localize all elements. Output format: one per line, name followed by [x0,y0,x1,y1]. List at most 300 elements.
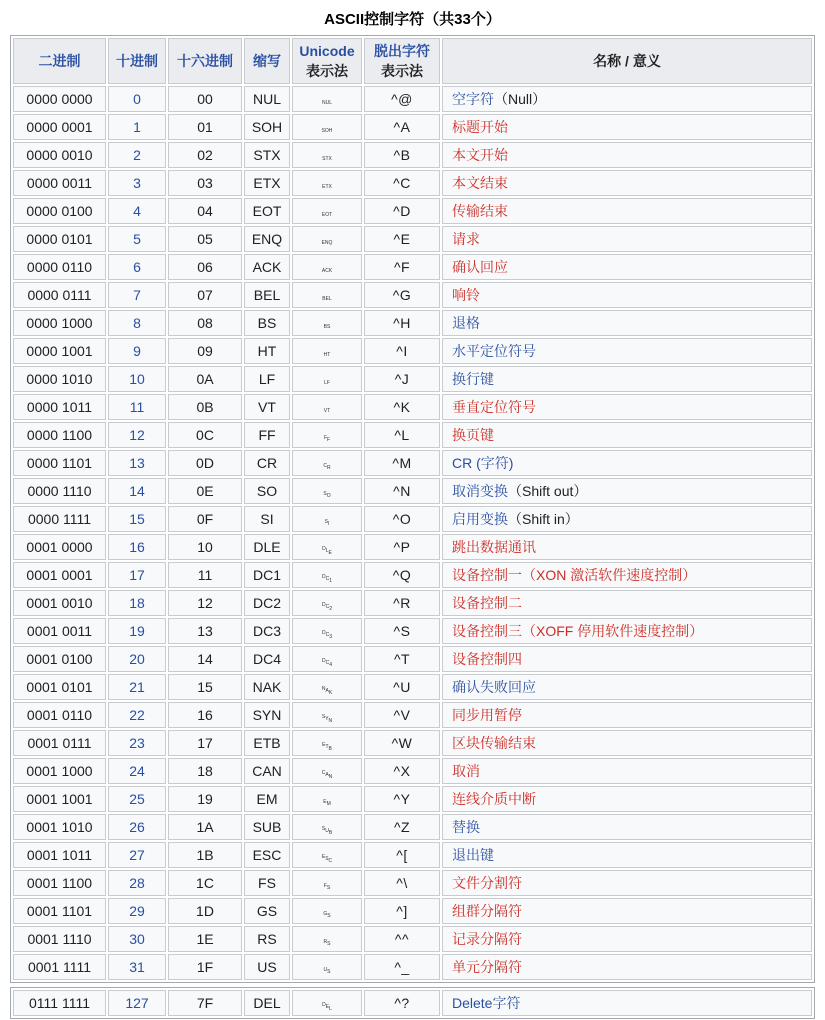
table-row [13,870,812,896]
abbreviation-cell: EM [244,786,290,812]
decimal-link[interactable]: 27 [129,847,145,863]
name-cell [442,898,812,924]
decimal-cell [108,814,166,840]
escape-notation-cell: ^W [364,730,440,756]
unicode-symbol-glyph: ENQ [292,226,362,252]
table-row [13,198,812,224]
decimal-cell [108,786,166,812]
header-escape-link[interactable]: 脱出字符 [374,43,430,59]
abbreviation-cell: RS [244,926,290,952]
binary-cell: 0000 1010 [13,366,106,392]
hex-cell: 1A [168,814,242,840]
decimal-cell [108,534,166,560]
table-row [13,478,812,504]
header-row [13,38,812,84]
abbreviation-cell: BS [244,310,290,336]
unicode-symbol-glyph: US [292,954,362,980]
escape-notation-cell: ^A [364,114,440,140]
unicode-symbol-glyph: ACK [292,254,362,280]
name-cell [442,870,812,896]
hex-cell: 18 [168,758,242,784]
escape-notation-cell: ^] [364,898,440,924]
decimal-link[interactable]: 7 [133,287,141,303]
abbreviation-cell: DC3 [244,618,290,644]
decimal-cell [108,758,166,784]
header-hex-link[interactable]: 十六进制 [177,53,233,69]
unicode-symbol-glyph: DC2 [292,590,362,616]
name-cell [442,170,812,196]
escape-notation-cell: ^Z [364,814,440,840]
name-link[interactable]: 标题开始 [452,119,508,135]
name-cell [442,954,812,980]
abbreviation-cell: DC2 [244,590,290,616]
hex-cell: 11 [168,562,242,588]
decimal-cell [108,142,166,168]
decimal-link[interactable]: 29 [129,903,145,919]
decimal-cell [108,870,166,896]
table-row [13,954,812,980]
name-cell [442,534,812,560]
decimal-link[interactable]: 14 [129,483,145,499]
name-link[interactable]: 传输结束 [452,203,508,219]
decimal-link[interactable]: 8 [133,315,141,331]
unicode-symbol-glyph: DLE [292,534,362,560]
decimal-cell [108,506,166,532]
name-link[interactable]: 换行键 [452,371,494,387]
hex-cell: 1F [168,954,242,980]
name-link[interactable]: 设备控制二 [452,595,522,611]
escape-notation-cell: ^L [364,422,440,448]
abbreviation-cell: NUL [244,86,290,112]
name-link[interactable]: 确认回应 [452,259,508,275]
decimal-link[interactable]: 16 [129,539,145,555]
escape-notation-cell: ^H [364,310,440,336]
escape-notation-cell: ^M [364,450,440,476]
hex-cell: 12 [168,590,242,616]
table-row [13,142,812,168]
name-link[interactable]: 单元分隔符 [452,959,522,975]
binary-cell: 0001 0011 [13,618,106,644]
decimal-link[interactable]: 28 [129,875,145,891]
abbreviation-cell: LF [244,366,290,392]
decimal-cell [108,310,166,336]
decimal-cell [108,338,166,364]
name-link[interactable]: 记录分隔符 [452,931,522,947]
table-row [13,646,812,672]
escape-notation-cell: ^R [364,590,440,616]
hex-cell: 06 [168,254,242,280]
name-link[interactable]: 区块传输结束 [452,735,536,751]
name-link[interactable]: 本文开始 [452,147,508,163]
hex-cell: 1E [168,926,242,952]
unicode-symbol-glyph: FS [292,870,362,896]
binary-cell: 0001 1111 [13,954,106,980]
abbreviation-cell: VT [244,394,290,420]
abbreviation-cell: FS [244,870,290,896]
abbreviation-cell: CR [244,450,290,476]
abbreviation-cell: ETB [244,730,290,756]
name-cell [442,814,812,840]
hex-cell: 02 [168,142,242,168]
name-cell [442,254,812,280]
hex-cell: 0F [168,506,242,532]
table-row [13,282,812,308]
decimal-cell [108,730,166,756]
decimal-cell [108,702,166,728]
abbreviation-cell: GS [244,898,290,924]
decimal-link[interactable]: 2 [133,147,141,163]
unicode-symbol-glyph: DC3 [292,618,362,644]
abbreviation-cell: SUB [244,814,290,840]
header-decimal-link[interactable]: 十进制 [116,53,158,69]
name-link[interactable]: 请求 [452,231,480,247]
abbreviation-cell: US [244,954,290,980]
binary-cell: 0001 0010 [13,590,106,616]
decimal-cell [108,842,166,868]
hex-cell: 0B [168,394,242,420]
escape-notation-cell: ^Y [364,786,440,812]
name-link[interactable]: 设备控制三（XOFF 停用软件速度控制） [452,623,704,639]
unicode-symbol-glyph: DC1 [292,562,362,588]
table-row [13,702,812,728]
name-cell [442,394,812,420]
decimal-link[interactable]: 23 [129,735,145,751]
name-link[interactable]: 取消 [452,763,480,779]
unicode-symbol-glyph: DC4 [292,646,362,672]
escape-notation-cell: ^F [364,254,440,280]
unicode-symbol-glyph: SI [292,506,362,532]
decimal-link[interactable]: 17 [129,567,145,583]
name-link[interactable]: 垂直定位符号 [452,399,536,415]
unicode-symbol-glyph: SUB [292,814,362,840]
header-unicode [292,38,362,84]
name-cell [442,282,812,308]
hex-cell: 0D [168,450,242,476]
name-link[interactable]: 退出键 [452,847,494,863]
escape-notation-cell: ^_ [364,954,440,980]
unicode-symbol-glyph: FF [292,422,362,448]
abbreviation-cell: ETX [244,170,290,196]
unicode-symbol-glyph: EOT [292,198,362,224]
name-link[interactable]: 连线介质中断 [452,791,536,807]
abbreviation-cell: HT [244,338,290,364]
decimal-link[interactable]: 24 [129,763,145,779]
decimal-link[interactable]: 19 [129,623,145,639]
name-cell [442,730,812,756]
decimal-link[interactable]: 6 [133,259,141,275]
hex-cell: 7F [168,990,242,1016]
binary-cell: 0000 0111 [13,282,106,308]
name-cell [442,86,812,112]
binary-cell: 0000 1011 [13,394,106,420]
abbreviation-cell: CAN [244,758,290,784]
decimal-cell [108,926,166,952]
table-row [13,422,812,448]
escape-notation-cell: ^K [364,394,440,420]
decimal-cell [108,898,166,924]
decimal-link[interactable]: 4 [133,203,141,219]
binary-cell: 0000 1100 [13,422,106,448]
name-link[interactable]: 同步用暂停 [452,707,522,723]
hex-cell: 0A [168,366,242,392]
escape-notation-cell: ^P [364,534,440,560]
name-cell [442,478,812,504]
binary-cell: 0000 1000 [13,310,106,336]
escape-notation-cell: ^J [364,366,440,392]
unicode-symbol-glyph: NAK [292,674,362,700]
name-link[interactable]: 设备控制一（XON 激活软件速度控制） [452,567,697,583]
decimal-cell [108,450,166,476]
name-link[interactable]: 启用变换 [452,511,508,527]
name-cell [442,674,812,700]
hex-cell: 0E [168,478,242,504]
hex-cell: 15 [168,674,242,700]
abbreviation-cell: SO [244,478,290,504]
page-title: ASCII控制字符（共33个） [324,11,501,28]
decimal-link[interactable]: 11 [129,399,145,415]
name-cell [442,926,812,952]
ascii-control-table [10,35,815,983]
table-row [13,786,812,812]
name-cell [442,590,812,616]
name-link[interactable]: CR (字符) [452,455,514,471]
table-row [13,590,812,616]
name-cell [442,702,812,728]
decimal-cell [108,198,166,224]
binary-cell: 0001 0110 [13,702,106,728]
unicode-symbol-glyph: ESC [292,842,362,868]
name-cell [442,366,812,392]
table-row [13,618,812,644]
name-link[interactable]: 本文结束 [452,175,508,191]
unicode-symbol-glyph: NUL [292,86,362,112]
decimal-link[interactable]: 3 [133,175,141,191]
hex-cell: 09 [168,338,242,364]
name-cell [442,142,812,168]
name-link[interactable]: 设备控制四 [452,651,522,667]
escape-notation-cell: ^Q [364,562,440,588]
abbreviation-cell: DC1 [244,562,290,588]
escape-notation-cell: ^^ [364,926,440,952]
decimal-link[interactable]: 127 [125,995,149,1011]
name-cell [442,226,812,252]
unicode-symbol-glyph: ETB [292,730,362,756]
decimal-link[interactable]: 5 [133,231,141,247]
decimal-link[interactable]: 15 [129,511,145,527]
binary-cell: 0000 1110 [13,478,106,504]
del-row-table [10,987,815,1019]
hex-cell: 05 [168,226,242,252]
decimal-link[interactable]: 30 [129,931,145,947]
name-cell [442,198,812,224]
escape-notation-cell: ^C [364,170,440,196]
decimal-link[interactable]: 22 [129,707,145,723]
hex-cell: 16 [168,702,242,728]
name-cell [442,618,812,644]
header-unicode-suffix: 表示法 [306,63,348,79]
binary-cell: 0001 1011 [13,842,106,868]
unicode-symbol-glyph: HT [292,338,362,364]
name-text: （Shift in） [508,511,579,527]
table-row [13,114,812,140]
name-link[interactable]: 组群分隔符 [452,903,522,919]
decimal-link[interactable]: 31 [129,959,145,975]
abbreviation-cell: ENQ [244,226,290,252]
name-text: （Shift out） [508,483,588,499]
decimal-cell [108,422,166,448]
hex-cell: 10 [168,534,242,560]
binary-cell: 0000 0101 [13,226,106,252]
table-row [13,562,812,588]
unicode-symbol-glyph: SO [292,478,362,504]
decimal-link[interactable]: 10 [129,371,145,387]
decimal-cell [108,646,166,672]
abbreviation-cell: BEL [244,282,290,308]
name-link[interactable]: 取消变换 [452,483,508,499]
name-link[interactable]: 空字符 [452,91,494,107]
decimal-cell [108,954,166,980]
decimal-link[interactable]: 26 [129,819,145,835]
unicode-symbol-glyph: STX [292,142,362,168]
decimal-link[interactable]: 9 [133,343,141,359]
table-row [13,730,812,756]
name-link[interactable]: 响铃 [452,287,480,303]
binary-cell: 0001 1101 [13,898,106,924]
decimal-link[interactable]: 0 [133,91,141,107]
escape-notation-cell: ^T [364,646,440,672]
name-link[interactable]: 水平定位符号 [452,343,536,359]
binary-cell: 0001 1000 [13,758,106,784]
table-row [13,990,812,1016]
escape-notation-cell: ^? [364,990,440,1016]
binary-cell: 0000 0011 [13,170,106,196]
abbreviation-cell: NAK [244,674,290,700]
name-cell [442,562,812,588]
hex-cell: 1D [168,898,242,924]
table-row [13,758,812,784]
name-cell [442,114,812,140]
name-link[interactable]: 退格 [452,315,480,331]
binary-cell: 0001 0111 [13,730,106,756]
binary-cell: 0001 0000 [13,534,106,560]
header-binary-link[interactable]: 二进制 [38,53,81,69]
decimal-link[interactable]: 25 [129,791,145,807]
decimal-cell [108,170,166,196]
decimal-cell [108,86,166,112]
name-text: （Null） [494,91,547,107]
escape-notation-cell: ^I [364,338,440,364]
header-escape-suffix: 表示法 [381,63,423,79]
table-row [13,842,812,868]
hex-cell: 04 [168,198,242,224]
binary-cell: 0001 1110 [13,926,106,952]
escape-notation-cell: ^E [364,226,440,252]
table-row [13,170,812,196]
escape-notation-cell: ^X [364,758,440,784]
binary-cell: 0001 0101 [13,674,106,700]
decimal-cell [108,226,166,252]
name-link[interactable]: 换页键 [452,427,494,443]
name-link[interactable]: Delete字符 [452,995,521,1011]
escape-notation-cell: ^U [364,674,440,700]
binary-cell: 0000 0000 [13,86,106,112]
escape-notation-cell: ^G [364,282,440,308]
header-abbr [244,38,290,84]
binary-cell: 0001 1100 [13,870,106,896]
table-row [13,226,812,252]
hex-cell: 13 [168,618,242,644]
abbreviation-cell: SOH [244,114,290,140]
decimal-cell [108,674,166,700]
decimal-link[interactable]: 13 [129,455,145,471]
name-link[interactable]: 跳出数据通讯 [452,539,536,555]
decimal-link[interactable]: 1 [133,119,141,135]
name-cell [442,450,812,476]
abbreviation-cell: DC4 [244,646,290,672]
table-row [13,926,812,952]
header-decimal [108,38,166,84]
decimal-cell [108,990,166,1016]
decimal-cell [108,366,166,392]
decimal-link[interactable]: 12 [129,427,145,443]
name-link[interactable]: 文件分割符 [452,875,522,891]
escape-notation-cell: ^\ [364,870,440,896]
table-row [13,674,812,700]
name-link[interactable]: 确认失败回应 [452,679,536,695]
decimal-cell [108,254,166,280]
hex-cell: 17 [168,730,242,756]
escape-notation-cell: ^B [364,142,440,168]
hex-cell: 14 [168,646,242,672]
name-cell [442,338,812,364]
table-row [13,450,812,476]
unicode-symbol-glyph: SYN [292,702,362,728]
unicode-symbol-glyph: BS [292,310,362,336]
header-unicode-link[interactable]: Unicode [299,43,355,59]
binary-cell: 0000 0100 [13,198,106,224]
hex-cell: 0C [168,422,242,448]
header-name: 名称 / 意义 [442,38,812,84]
abbreviation-cell: FF [244,422,290,448]
table-row [13,310,812,336]
name-cell [442,842,812,868]
binary-cell: 0001 0001 [13,562,106,588]
decimal-link[interactable]: 21 [129,679,145,695]
escape-notation-cell: ^@ [364,86,440,112]
header-abbr-link[interactable]: 缩写 [253,53,281,69]
escape-notation-cell: ^D [364,198,440,224]
table-row [13,534,812,560]
table-row [13,394,812,420]
hex-cell: 01 [168,114,242,140]
table-row [13,254,812,280]
decimal-cell [108,590,166,616]
decimal-cell [108,478,166,504]
abbreviation-cell: STX [244,142,290,168]
name-link[interactable]: 替换 [452,819,480,835]
name-cell [442,646,812,672]
binary-cell: 0000 0110 [13,254,106,280]
header-binary [13,38,106,84]
decimal-cell [108,114,166,140]
name-cell [442,786,812,812]
table-row [13,898,812,924]
hex-cell: 00 [168,86,242,112]
unicode-symbol-glyph: ETX [292,170,362,196]
unicode-symbol-glyph: BEL [292,282,362,308]
decimal-link[interactable]: 20 [129,651,145,667]
decimal-link[interactable]: 18 [129,595,145,611]
